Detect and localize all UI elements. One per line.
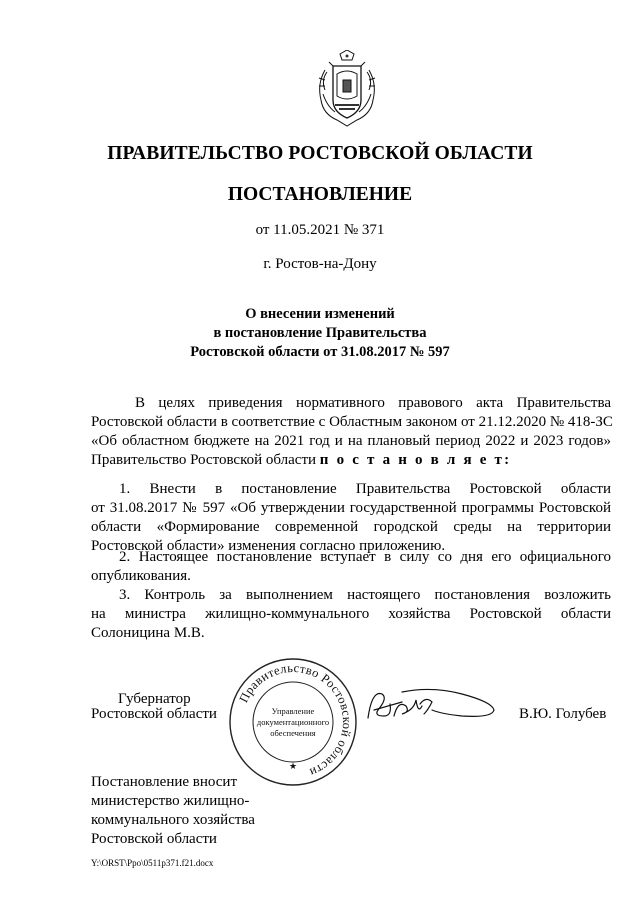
city: г. Ростов-на-Дону bbox=[263, 256, 377, 272]
submitter-line: Постановление вносит bbox=[91, 774, 238, 790]
paragraph-line: опубликования. bbox=[91, 568, 191, 584]
signer-name: В.Ю. Голубев bbox=[519, 706, 607, 722]
government-name: Правительство Ростовской области bbox=[91, 452, 317, 468]
submitter-line: Ростовской области bbox=[91, 831, 217, 847]
signatory-region: Ростовской области bbox=[91, 706, 217, 722]
paragraph-line: Ростовской области в соответствие с Областным законом от 21.12.2020 № 418-ЗС bbox=[91, 414, 613, 430]
document-subject bbox=[0, 305, 640, 362]
paragraph-line: 2. Настоящее постановление вступает в силу со дня его официального bbox=[119, 549, 611, 565]
file-path: Y:\ORST\Ppo\0511p371.f21.docx bbox=[91, 858, 214, 868]
document-type: ПОСТАНОВЛЕНИЕ bbox=[227, 184, 413, 205]
subject-line: в постановление Правительства bbox=[213, 325, 427, 341]
subject-line: Ростовской области от 31.08.2017 № 597 bbox=[190, 344, 450, 360]
submitter-note bbox=[91, 773, 255, 849]
subject-line: О внесении изменений bbox=[245, 306, 395, 322]
stamp-center-line: обеспечения bbox=[270, 728, 316, 738]
item-3-paragraph bbox=[91, 586, 611, 643]
stamp-star: ★ bbox=[288, 761, 298, 771]
paragraph-line: «Об областном бюджете на 2021 год и на плановый период 2022 и 2023 годов» bbox=[91, 433, 611, 449]
preamble-paragraph bbox=[91, 394, 611, 470]
paragraph-line: Ростовской области» изменения согласно приложению. bbox=[91, 538, 446, 554]
coat-of-arms-emblem bbox=[313, 50, 381, 128]
decree-word: п о с т а н о в л я е т: bbox=[319, 452, 512, 468]
official-stamp bbox=[227, 656, 359, 788]
submitter-line: министерство жилищно- bbox=[91, 793, 250, 809]
paragraph-line: области «Формирование современной городской среды на территории bbox=[91, 519, 611, 535]
paragraph-line: 1. Внести в постановление Правительства Ростовской области bbox=[119, 481, 611, 497]
signatory-title: Губернатор bbox=[118, 691, 191, 707]
item-2-paragraph bbox=[91, 548, 611, 586]
paragraph-line: 3. Контроль за выполнением настоящего постановления возложить bbox=[119, 587, 611, 603]
item-1-paragraph bbox=[91, 480, 611, 556]
handwritten-signature bbox=[362, 680, 497, 730]
paragraph-line: Солоницина М.В. bbox=[91, 625, 205, 641]
organization-title: ПРАВИТЕЛЬСТВО РОСТОВСКОЙ ОБЛАСТИ bbox=[107, 143, 533, 164]
stamp-ring-text: Правительство Ростовской области bbox=[236, 660, 355, 780]
submitter-line: коммунального хозяйства bbox=[91, 812, 255, 828]
stamp-center-line: документационного bbox=[256, 717, 330, 727]
paragraph-line: В целях приведения нормативного правового акта Правительства bbox=[135, 395, 611, 411]
paragraph-line: от 31.08.2017 № 597 «Об утверждении государственной программы Ростовской bbox=[91, 500, 611, 516]
paragraph-line bbox=[91, 451, 611, 470]
paragraph-line: на министра жилищно-коммунального хозяйства Ростовской области bbox=[91, 606, 611, 622]
stamp-center-line: Управление bbox=[271, 706, 315, 716]
date-number: от 11.05.2021 № 371 bbox=[255, 222, 385, 238]
